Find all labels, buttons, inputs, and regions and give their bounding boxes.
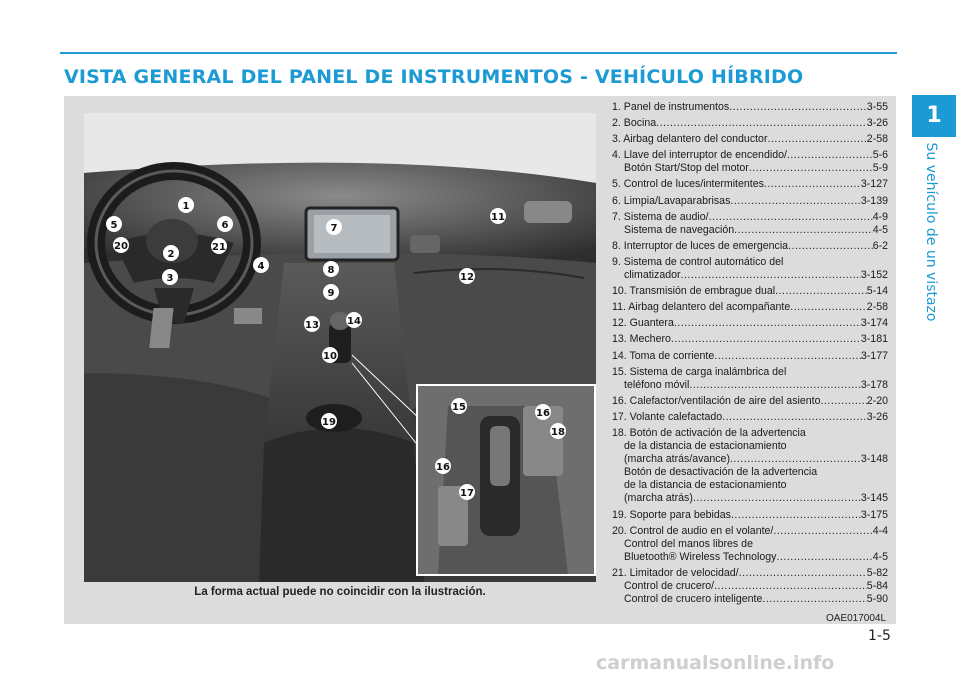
legend-line — [612, 117, 888, 130]
legend-line — [612, 101, 888, 114]
legend-item — [612, 256, 888, 282]
leader-dots — [714, 580, 867, 593]
leader-dots — [762, 593, 866, 606]
legend-text: climatizador — [624, 269, 681, 282]
legend-line — [612, 162, 888, 175]
leader-dots — [788, 240, 873, 253]
legend-text: (marcha atrás) — [624, 492, 693, 505]
page-reference[interactable]: 5-82 — [866, 566, 888, 579]
legend-text: 4. Llave del interruptor de encendido/ — [612, 149, 787, 162]
legend-item — [612, 285, 888, 298]
page-reference[interactable]: 6-2 — [872, 239, 888, 252]
legend-text: (marcha atrás/avance) — [624, 453, 730, 466]
leader-dots — [773, 525, 872, 538]
leader-dots — [775, 285, 867, 298]
legend-text: 18. Botón de activación de la advertencia — [612, 426, 806, 439]
legend-text: Sistema de navegación — [624, 223, 735, 236]
leader-dots — [820, 395, 866, 408]
inset-callout-16b: 16 — [436, 462, 450, 473]
page-number: 1-5 — [868, 628, 891, 644]
legend-text: de la distancia de estacionamiento — [624, 479, 787, 492]
legend-item — [612, 149, 888, 175]
inset-callout-17: 17 — [460, 488, 474, 499]
legend-text: Bluetooth® Wireless Technology — [624, 550, 777, 563]
inset-callout-16a: 16 — [536, 408, 550, 419]
legend-line — [612, 427, 888, 440]
callout-8: 8 — [327, 265, 335, 276]
legend-item — [612, 240, 888, 253]
page-reference[interactable]: 3-178 — [860, 378, 888, 391]
page-reference[interactable]: 4-5 — [872, 223, 888, 236]
legend-line — [612, 593, 888, 606]
console-detail-inset — [416, 384, 596, 576]
legend-item — [612, 301, 888, 314]
legend-line — [612, 580, 888, 593]
page-reference[interactable]: 5-6 — [872, 149, 888, 162]
leader-dots — [693, 492, 861, 505]
page-reference[interactable]: 4-5 — [872, 550, 888, 563]
legend-line — [612, 301, 888, 314]
leader-dots — [689, 379, 861, 392]
legend-line — [612, 466, 888, 479]
page-reference[interactable]: 4-4 — [872, 524, 888, 537]
legend-line — [612, 379, 888, 392]
callout-13: 13 — [305, 320, 319, 331]
callout-3: 3 — [166, 273, 174, 284]
legend-text: 16. Calefactor/ventilación de aire del asiento — [612, 394, 821, 407]
page-reference[interactable]: 3-55 — [866, 101, 888, 113]
legend-line — [612, 178, 888, 191]
page-reference[interactable]: 3-152 — [860, 269, 888, 282]
legend-item — [612, 411, 888, 424]
page-reference[interactable]: 4-9 — [872, 210, 888, 223]
callout-2: 2 — [167, 249, 175, 260]
legend-line — [612, 440, 888, 453]
chapter-name: Su vehículo de un vistazo — [923, 142, 939, 322]
legend-text: 15. Sistema de carga inalámbrica del — [612, 365, 787, 378]
leader-dots — [749, 162, 873, 175]
page-reference[interactable]: 3-175 — [860, 508, 888, 521]
legend-line — [612, 285, 888, 298]
legend-item — [612, 101, 888, 114]
callout-6: 6 — [221, 220, 229, 231]
leader-dots — [656, 117, 867, 130]
top-rule — [60, 52, 897, 54]
legend-text: 6. Limpia/Lavaparabrisas — [612, 194, 731, 207]
legend-line — [612, 492, 888, 505]
page-reference[interactable]: 3-139 — [860, 194, 888, 207]
legend-line — [612, 411, 888, 424]
legend-line — [612, 350, 888, 363]
page-reference[interactable]: 3-181 — [860, 333, 888, 346]
leader-dots — [767, 133, 866, 146]
legend-line — [612, 567, 888, 580]
page-reference[interactable]: 5-84 — [866, 580, 888, 592]
chapter-tab[interactable]: 1 — [912, 95, 956, 137]
legend-line — [612, 195, 888, 208]
callout-5: 5 — [110, 220, 118, 231]
page-reference[interactable]: 2-58 — [866, 301, 888, 314]
legend-line — [612, 525, 888, 538]
legend-item — [612, 525, 888, 564]
page-reference[interactable]: 3-26 — [866, 410, 888, 423]
page-reference[interactable]: 5-14 — [866, 285, 888, 298]
legend-text: de la distancia de estacionamiento — [624, 440, 787, 453]
leader-dots — [714, 350, 861, 363]
legend-text: 8. Interruptor de luces de emergencia — [612, 239, 789, 252]
legend-text: Control del manos libres de — [624, 537, 753, 550]
callout-21: 21 — [212, 242, 226, 253]
callout-1: 1 — [182, 201, 190, 212]
console-detail-drawing — [418, 386, 594, 574]
legend-text: 2. Bocina — [612, 117, 657, 130]
legend-line — [612, 551, 888, 564]
legend-text: 5. Control de luces/intermitentes — [612, 178, 764, 191]
legend-line — [612, 333, 888, 346]
leader-dots — [681, 269, 861, 282]
leader-dots — [722, 411, 867, 424]
legend-item — [612, 333, 888, 346]
callout-14: 14 — [347, 316, 361, 327]
legend-item — [612, 133, 888, 146]
legend-text: 9. Sistema de control automático del — [612, 255, 784, 268]
legend-text: 12. Guantera — [612, 317, 674, 330]
legend-text: teléfono móvil — [624, 378, 690, 391]
callout-20: 20 — [114, 241, 128, 252]
callout-9: 9 — [327, 288, 335, 299]
legend-text: 7. Sistema de audio/ — [612, 210, 709, 223]
legend-item — [612, 395, 888, 408]
callout-7: 7 — [330, 223, 338, 234]
legend-item — [612, 350, 888, 363]
page-reference[interactable]: 3-26 — [866, 117, 888, 130]
legend-line — [612, 240, 888, 253]
legend-list — [612, 101, 888, 609]
watermark: carmanualsonline.info — [596, 652, 835, 674]
legend-item — [612, 317, 888, 330]
legend-item — [612, 567, 888, 606]
legend-text: 19. Soporte para bebidas — [612, 508, 731, 521]
leader-dots — [730, 453, 861, 466]
leader-dots — [729, 101, 867, 114]
legend-text: Botón Start/Stop del motor — [624, 162, 749, 175]
leader-dots — [674, 317, 861, 330]
legend-line — [612, 224, 888, 237]
legend-item — [612, 366, 888, 392]
callout-10: 10 — [323, 351, 337, 362]
legend-text: Control de crucero/ — [624, 580, 715, 592]
legend-line — [612, 366, 888, 379]
legend-line — [612, 149, 888, 162]
page-reference[interactable]: 3-145 — [860, 492, 888, 505]
callout-4: 4 — [257, 261, 265, 272]
page-title: VISTA GENERAL DEL PANEL DE INSTRUMENTOS - VEHÍCULO HÍBRIDO — [64, 66, 804, 88]
page-reference[interactable]: 3-177 — [860, 349, 888, 362]
legend-line — [612, 269, 888, 282]
legend-item — [612, 117, 888, 130]
legend-text: Control de crucero inteligente — [624, 593, 763, 606]
callout-11: 11 — [491, 212, 505, 223]
figure-caption: La forma actual puede no coincidir con la ilustración. — [194, 586, 486, 598]
page-reference[interactable]: 3-148 — [860, 453, 888, 466]
legend-item — [612, 427, 888, 506]
leader-dots — [790, 301, 867, 314]
leader-dots — [739, 567, 867, 580]
leader-dots — [787, 149, 873, 162]
legend-text: 1. Panel de instrumentos — [612, 101, 730, 113]
leader-dots — [734, 224, 873, 237]
legend-text: 14. Toma de corriente — [612, 349, 715, 362]
leader-dots — [776, 551, 872, 564]
legend-line — [612, 479, 888, 492]
legend-text: 21. Limitador de velocidad/ — [612, 566, 739, 579]
legend-text: 11. Airbag delantero del acompañante — [612, 301, 791, 314]
legend-line — [612, 453, 888, 466]
legend-line — [612, 211, 888, 224]
chapter-side-label — [913, 142, 949, 322]
leader-dots — [730, 195, 861, 208]
leader-dots — [731, 509, 861, 522]
callout-12: 12 — [460, 272, 474, 283]
legend-text: 13. Mechero — [612, 333, 671, 346]
legend-text: 20. Control de audio en el volante/ — [612, 524, 774, 537]
legend-text: Botón de desactivación de la advertencia — [624, 466, 818, 479]
inset-callout-15: 15 — [452, 402, 466, 413]
legend-line — [612, 538, 888, 551]
page-reference[interactable]: 3-174 — [860, 317, 888, 330]
page-reference[interactable]: 5-9 — [872, 162, 888, 175]
legend-line — [612, 395, 888, 408]
legend-item — [612, 211, 888, 237]
legend-item — [612, 509, 888, 522]
legend-text: 17. Volante calefactado — [612, 410, 723, 423]
legend-line — [612, 317, 888, 330]
figure-code: OAE017004L — [826, 613, 887, 624]
legend-item — [612, 195, 888, 208]
page-reference[interactable]: 2-58 — [866, 133, 888, 146]
inset-callout-18: 18 — [551, 427, 565, 438]
legend-text: 3. Airbag delantero del conductor — [612, 133, 768, 146]
legend-line — [612, 133, 888, 146]
leader-dots — [671, 333, 861, 346]
leader-dots — [764, 178, 861, 191]
leader-dots — [709, 211, 873, 224]
legend-text: 10. Transmisión de embrague dual — [612, 285, 776, 298]
page-reference[interactable]: 2-20 — [866, 394, 888, 407]
legend-line — [612, 256, 888, 269]
legend-line — [612, 509, 888, 522]
page-reference[interactable]: 5-90 — [866, 593, 888, 606]
page-reference[interactable]: 3-127 — [860, 178, 888, 191]
callout-19: 19 — [322, 417, 336, 428]
legend-item — [612, 178, 888, 191]
